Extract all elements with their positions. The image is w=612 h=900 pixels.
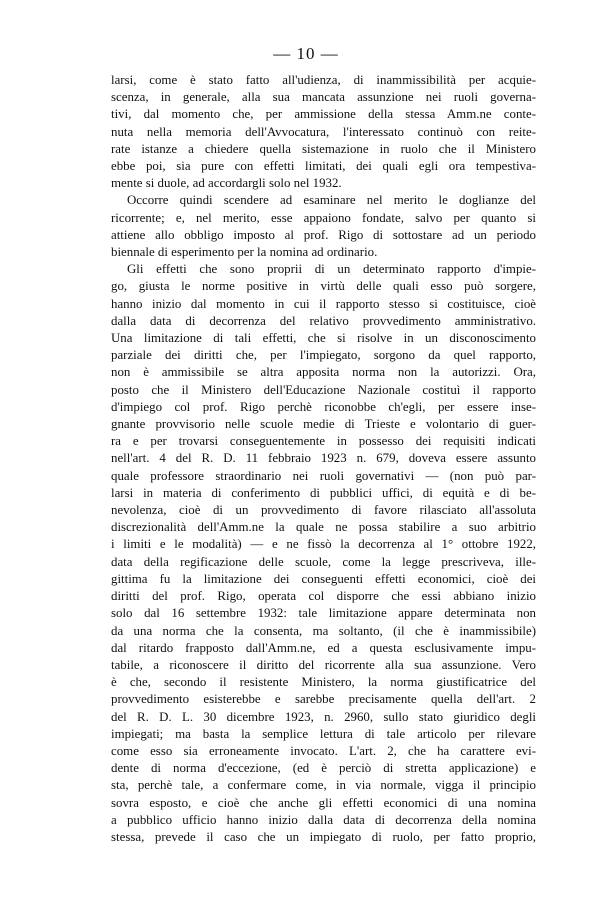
text-line: quale professore straordinario nei ruoli governativi — (non può par- — [111, 468, 536, 483]
text-line: nell'art. 4 del R. D. 11 febbraio 1923 n. 679, doveva essere assunto — [111, 451, 536, 466]
text-line: gnante provvisorio nelle scuole medie di Trieste e volontario di guer- — [111, 417, 536, 432]
text-line: impiegati; ma basta la semplice lettura di tale articolo per rilevare — [111, 726, 536, 741]
paragraph — [111, 261, 536, 846]
text-line: d'impiego col prof. Rigo perchè riconobbe ch'egli, per essere inse- — [111, 399, 536, 414]
text-line: ebbe poi, sia pure con effetti limitati, dei quali egli ora tempestiva- — [111, 159, 536, 174]
paragraph — [111, 192, 536, 261]
text-line: attiene allo obbligo imposto al prof. Rigo di sottostare ad un periodo — [111, 227, 536, 242]
text-line: discrezionalità dell'Amm.ne la quale ne possa stabilire a suo arbitrio — [111, 520, 536, 535]
page-number: — 10 — — [273, 44, 339, 63]
text-line: nuta nella memoria dell'Avvocatura, l'interessato continuò con reite- — [111, 124, 536, 139]
text-line: nevolenza, cioè di un provvedimento di favore rilasciato all'assoluta — [111, 503, 536, 518]
text-line: solo dal 16 settembre 1932: tale limitazione appare determinata non — [111, 606, 536, 621]
text-line: rate istanze a chiedere quella sistemazione in ruolo che il Ministero — [111, 141, 536, 156]
text-line: larsi, come è stato fatto all'udienza, di inammissibilità per acquie- — [111, 73, 536, 87]
text-line: larsi in materia di conferimento di pubblici uffici, di equità e di be- — [111, 485, 536, 500]
text-line: dente di norma d'eccezione, (ed è perciò di stretta applicazione) e — [111, 761, 536, 776]
text-line: scenza, in generale, alla sua mancata assunzione nei ruoli governa- — [111, 90, 536, 105]
text-line: posto che il Ministero dell'Educazione Nazionale costituì il rapporto — [111, 382, 536, 397]
paragraph — [111, 72, 536, 192]
text-line: provvedimento esisterebbe e sarebbe precisamente quella dell'art. 2 — [111, 692, 536, 707]
text-line: ricorrente; e, nel merito, esse appaiono fondate, salvo per quanto si — [111, 210, 536, 225]
text-line: Gli effetti che sono proprii di un determinato rapporto d'impie- — [127, 262, 536, 277]
text-line: biennale di esperimento per la nomina ad ordinario. — [111, 245, 378, 260]
text-line: del R. D. L. 30 dicembre 1923, n. 2960, sullo stato giuridico degli — [111, 709, 536, 724]
text-line: Una limitazione di tali effetti, che si risolve in un disconoscimento — [111, 331, 536, 346]
text-line: dalla data di decorrenza del relativo provvedimento amministrativo. — [111, 313, 536, 328]
text-line: sovra esposto, e cioè che anche gli effetti economici di una nomina — [111, 795, 536, 810]
text-line: hanno inizio dal momento in cui il rapporto stesso si costituisce, cioè — [111, 296, 536, 311]
text-line: data della regificazione delle scuole, come la legge prescriveva, ille- — [111, 554, 536, 569]
text-line: diritti del prof. Rigo, operata col disporre che essi abbiano inizio — [111, 589, 536, 604]
body-text — [111, 72, 536, 846]
text-line: i limiti e le modalità) — e ne fissò la decorrenza al 1° ottobre 1922, — [111, 537, 536, 552]
text-line: stessa, prevede il caso che un impiegato di ruolo, per fatto proprio, — [111, 829, 536, 844]
text-line: non è ammissibile se altra apposita norma non la autorizzi. Ora, — [111, 365, 536, 380]
text-line: tabile, a riconoscere il diritto del ricorrente alla sua assunzione. Vero — [111, 657, 536, 672]
text-line: tivi, dal momento che, per ammissione della stessa Amm.ne conte- — [111, 107, 536, 122]
text-line: sta, perchè tale, a confermare come, in via normale, vigga il principio — [111, 778, 536, 793]
text-line: parziale dei diritti che, per l'impiegato, sorgono da quel rapporto, — [111, 348, 536, 363]
text-line: dal ritardo frapposto dall'Amm.ne, ed a questa esclusivamente impu- — [111, 640, 536, 655]
text-line: gittima fu la limitazione dei conseguenti effetti economici, cioè dei — [111, 571, 536, 586]
text-line: mente si duole, ad accordargli solo nel 1932. — [111, 176, 342, 191]
text-line: è che, secondo il resistente Ministero, la norma giustificatrice del — [111, 675, 536, 690]
text-line: da una norma che la consenta, ma soltanto, (il che è inammissibile) — [111, 623, 536, 638]
text-line: a pubblico ufficio hanno inizio dalla data di decorrenza della nomina — [111, 812, 536, 827]
text-line: Occorre quindi scendere ad esaminare nel merito le doglianze del — [127, 193, 536, 208]
text-line: go, giusta le norme positive in virtù delle quali esso può sorgere, — [111, 279, 536, 294]
text-line: come esso sia erroneamente invocato. L'art. 2, che ha carattere evi- — [111, 743, 536, 758]
text-line: ra e per trovarsi conseguentemente in possesso dei requisiti indicati — [111, 434, 536, 449]
